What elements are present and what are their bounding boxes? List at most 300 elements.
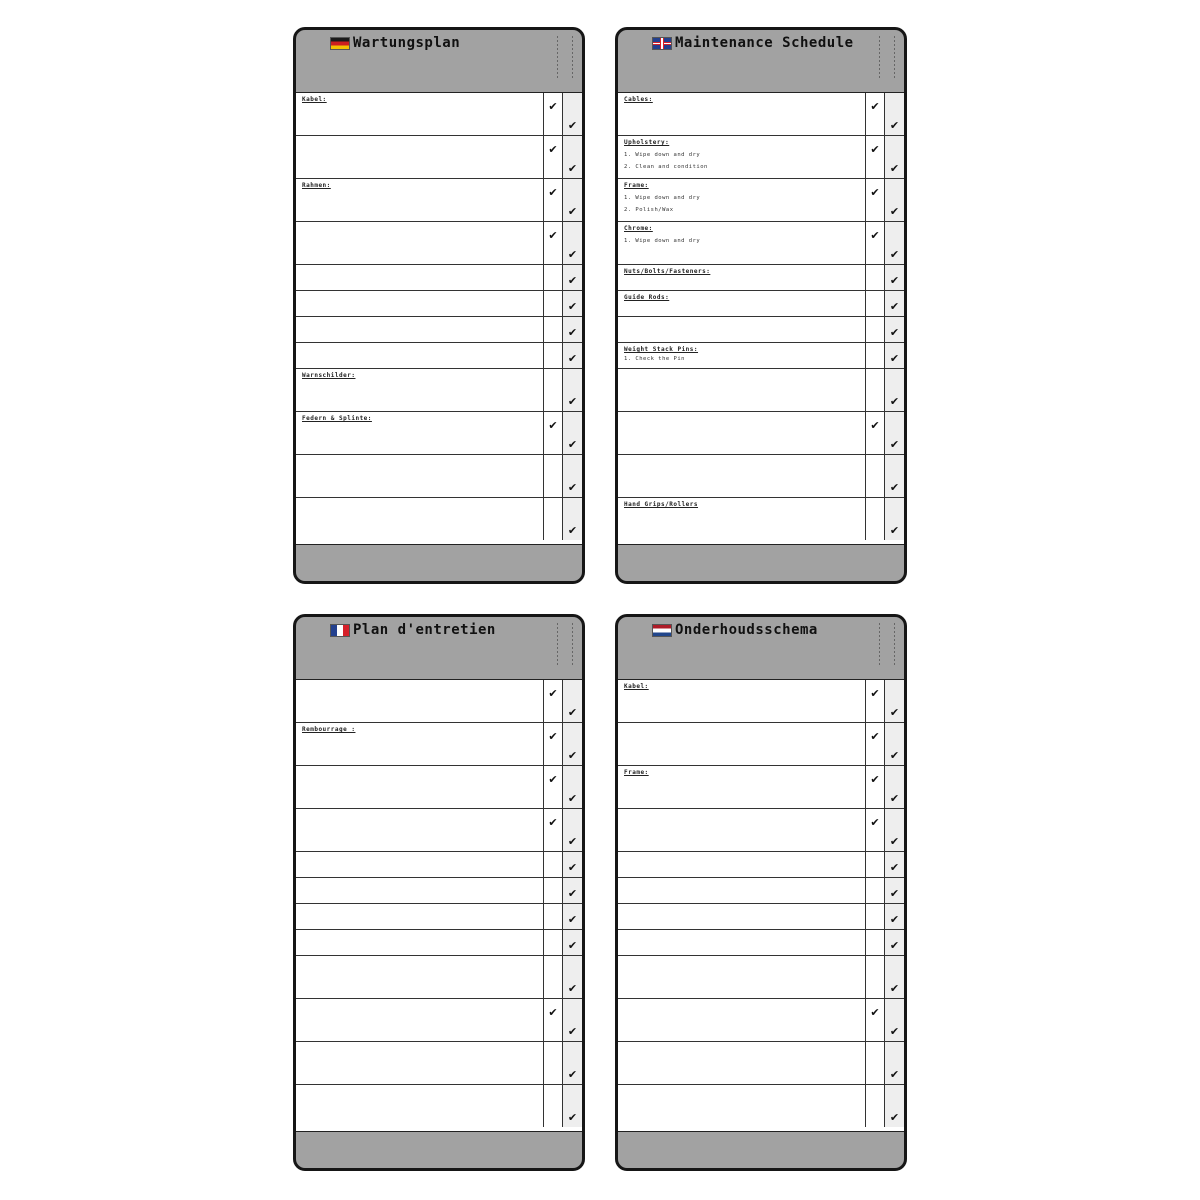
checklist-row (618, 498, 904, 540)
card-footer (618, 545, 904, 581)
check-cell-interval-2[interactable] (562, 766, 582, 808)
checklist-row (296, 878, 582, 904)
checklist-row (618, 455, 904, 498)
check-cell-interval-1[interactable] (543, 852, 562, 877)
check-cell-interval-1[interactable] (543, 498, 562, 540)
checkmark-icon: ✔ (889, 162, 900, 175)
checklist-row (296, 136, 582, 179)
row-heading: Chrome: (624, 225, 653, 232)
check-cell-interval-2[interactable] (562, 498, 582, 540)
row-text (296, 680, 543, 722)
check-cell-interval-1[interactable] (543, 1085, 562, 1127)
row-text (296, 93, 543, 135)
check-cell-interval-2[interactable] (884, 904, 904, 929)
check-cell-interval-1[interactable] (865, 179, 884, 221)
check-cell-interval-1[interactable] (865, 852, 884, 877)
check-cell-interval-2[interactable] (562, 904, 582, 929)
check-cell-interval-2[interactable] (884, 723, 904, 765)
checklist-row (618, 1042, 904, 1085)
checkmark-icon: ✔ (870, 143, 880, 156)
check-cell-interval-1[interactable] (865, 999, 884, 1041)
check-cell-interval-1[interactable] (543, 809, 562, 851)
checkmark-icon: ✔ (567, 792, 578, 805)
interval-column-header-2 (570, 623, 575, 665)
checklist-row (296, 956, 582, 999)
france-flag-icon (330, 624, 350, 637)
check-cell-interval-2[interactable] (562, 930, 582, 955)
checklist-row (296, 1085, 582, 1127)
checklist-row (618, 809, 904, 852)
check-cell-interval-1[interactable] (865, 136, 884, 178)
check-cell-interval-2[interactable] (884, 343, 904, 368)
check-cell-interval-1[interactable] (543, 412, 562, 454)
checkmark-icon: ✔ (548, 100, 558, 113)
check-cell-interval-1[interactable] (543, 343, 562, 368)
checkmark-icon: ✔ (567, 481, 578, 494)
checkmark-icon: ✔ (889, 913, 900, 926)
checkmark-icon: ✔ (889, 395, 900, 408)
row-text (296, 1085, 543, 1127)
checkmark-icon: ✔ (567, 524, 578, 537)
row-text (296, 222, 543, 264)
checkmark-icon: ✔ (567, 1111, 578, 1124)
row-text (618, 809, 865, 851)
check-cell-interval-2[interactable] (562, 680, 582, 722)
checkmark-icon: ✔ (567, 438, 578, 451)
row-text (296, 317, 543, 342)
checkmark-icon: ✔ (889, 300, 900, 313)
check-cell-interval-1[interactable] (543, 904, 562, 929)
row-text (618, 498, 865, 540)
check-cell-interval-2[interactable] (884, 956, 904, 998)
check-cell-interval-1[interactable] (543, 179, 562, 221)
checkmark-icon: ✔ (889, 792, 900, 805)
row-text (296, 999, 543, 1041)
checklist-row (296, 904, 582, 930)
checklist-row (618, 956, 904, 999)
checkmark-icon: ✔ (567, 1025, 578, 1038)
title-row (330, 620, 560, 640)
check-cell-interval-1[interactable] (543, 317, 562, 342)
checkmark-icon: ✔ (567, 205, 578, 218)
checklist-row (618, 136, 904, 179)
checklist-row (296, 291, 582, 317)
checklist-table (618, 92, 904, 545)
row-text (296, 498, 543, 540)
check-cell-interval-1[interactable] (865, 498, 884, 540)
maintenance-card-nl (615, 614, 907, 1171)
checkmark-icon: ✔ (567, 248, 578, 261)
row-text (296, 956, 543, 998)
checkmark-icon: ✔ (889, 326, 900, 339)
check-cell-interval-1[interactable] (865, 1085, 884, 1127)
checklist-row (618, 904, 904, 930)
checklist-row (618, 93, 904, 136)
maintenance-card-fr (293, 614, 585, 1171)
checklist-row (296, 1042, 582, 1085)
title-row (652, 620, 882, 640)
row-heading: Rembourrage : (302, 726, 356, 733)
checkmark-icon: ✔ (548, 687, 558, 700)
checkmark-icon: ✔ (889, 861, 900, 874)
checkmark-icon: ✔ (567, 352, 578, 365)
checkmark-icon: ✔ (889, 248, 900, 261)
card-header (296, 30, 582, 92)
card-header (296, 617, 582, 679)
check-cell-interval-1[interactable] (865, 369, 884, 411)
checkmark-icon: ✔ (889, 119, 900, 132)
checklist-row (296, 93, 582, 136)
check-cell-interval-2[interactable] (884, 1042, 904, 1084)
checkmark-icon: ✔ (889, 749, 900, 762)
check-cell-interval-1[interactable] (865, 878, 884, 903)
row-text (618, 904, 865, 929)
checklist-row (618, 1085, 904, 1127)
check-cell-interval-2[interactable] (562, 291, 582, 316)
germany-flag-icon (330, 37, 350, 50)
check-cell-interval-1[interactable] (865, 455, 884, 497)
checklist-row (296, 222, 582, 265)
checkmark-icon: ✔ (870, 100, 880, 113)
row-text (618, 93, 865, 135)
check-cell-interval-2[interactable] (884, 1085, 904, 1127)
check-cell-interval-2[interactable] (562, 222, 582, 264)
check-cell-interval-2[interactable] (562, 412, 582, 454)
checkmark-icon: ✔ (567, 395, 578, 408)
row-text (296, 930, 543, 955)
row-heading: Kabel: (302, 96, 327, 103)
checklist-row (618, 222, 904, 265)
row-text (618, 1085, 865, 1127)
row-heading: Rahmen: (302, 182, 331, 189)
check-cell-interval-1[interactable] (543, 766, 562, 808)
checklist-row (296, 343, 582, 369)
check-cell-interval-2[interactable] (884, 999, 904, 1041)
check-cell-interval-2[interactable] (562, 343, 582, 368)
row-instruction: 1. Wipe down and dry (624, 152, 701, 158)
checkmark-icon: ✔ (889, 1068, 900, 1081)
check-cell-interval-2[interactable] (884, 852, 904, 877)
interval-column-header-1 (877, 36, 882, 78)
row-text (618, 723, 865, 765)
checkmark-icon: ✔ (548, 143, 558, 156)
check-cell-interval-1[interactable] (543, 1042, 562, 1084)
checkmark-icon: ✔ (889, 982, 900, 995)
checklist-row (296, 723, 582, 766)
check-cell-interval-1[interactable] (865, 222, 884, 264)
card-title: Plan d'entretien (353, 622, 496, 638)
check-cell-interval-2[interactable] (562, 852, 582, 877)
checkmark-icon: ✔ (870, 229, 880, 242)
checklist-row (618, 999, 904, 1042)
check-cell-interval-2[interactable] (562, 317, 582, 342)
row-heading: Frame: (624, 182, 649, 189)
checklist-row (618, 852, 904, 878)
row-text (618, 680, 865, 722)
check-cell-interval-2[interactable] (562, 1085, 582, 1127)
checkmark-icon: ✔ (548, 229, 558, 242)
checkmark-icon: ✔ (889, 481, 900, 494)
row-text (618, 1042, 865, 1084)
checklist-row (618, 878, 904, 904)
checklist-row (618, 412, 904, 455)
checkmark-icon: ✔ (567, 982, 578, 995)
checklist-row (618, 317, 904, 343)
checkmark-icon: ✔ (548, 186, 558, 199)
check-cell-interval-2[interactable] (884, 136, 904, 178)
checklist-table (296, 679, 582, 1132)
checkmark-icon: ✔ (567, 119, 578, 132)
checklist-row (618, 723, 904, 766)
maintenance-card-de (293, 27, 585, 584)
row-heading: Hand Grips/Rollers (624, 501, 699, 508)
card-footer (618, 1132, 904, 1168)
check-cell-interval-1[interactable] (543, 680, 562, 722)
check-cell-interval-2[interactable] (884, 369, 904, 411)
check-cell-interval-2[interactable] (884, 291, 904, 316)
checkmark-icon: ✔ (889, 887, 900, 900)
checklist-table (296, 92, 582, 545)
check-cell-interval-1[interactable] (543, 878, 562, 903)
row-text (618, 999, 865, 1041)
title-row (330, 33, 560, 53)
row-instruction: 1. Check the Pin (624, 356, 685, 362)
row-text (618, 343, 865, 368)
row-text (296, 723, 543, 765)
checkmark-icon: ✔ (567, 861, 578, 874)
checkmark-icon: ✔ (870, 730, 880, 743)
title-row (652, 33, 882, 53)
checklist-row (618, 291, 904, 317)
checkmark-icon: ✔ (567, 835, 578, 848)
row-text (618, 956, 865, 998)
check-cell-interval-2[interactable] (562, 93, 582, 135)
check-cell-interval-1[interactable] (865, 809, 884, 851)
row-text (296, 179, 543, 221)
row-instruction: 2. Polish/Wax (624, 207, 674, 213)
check-cell-interval-2[interactable] (884, 930, 904, 955)
row-instruction: 1. Wipe down and dry (624, 238, 701, 244)
interval-column-header-2 (570, 36, 575, 78)
checkmark-icon: ✔ (889, 1111, 900, 1124)
checklist-row (618, 680, 904, 723)
row-instruction: 1. Wipe down and dry (624, 195, 701, 201)
checkmark-icon: ✔ (870, 419, 880, 432)
row-heading: Weight Stack Pins: (624, 346, 699, 353)
checklist-row (618, 179, 904, 222)
check-cell-interval-2[interactable] (884, 878, 904, 903)
check-cell-interval-1[interactable] (865, 680, 884, 722)
row-instruction: 2. Clean and condition (624, 164, 708, 170)
check-cell-interval-2[interactable] (884, 179, 904, 221)
uk-flag-icon (652, 37, 672, 50)
checklist-row (296, 809, 582, 852)
checkmark-icon: ✔ (548, 1006, 558, 1019)
row-text (296, 1042, 543, 1084)
row-text (618, 369, 865, 411)
row-text (618, 852, 865, 877)
check-cell-interval-2[interactable] (562, 999, 582, 1041)
check-cell-interval-1[interactable] (865, 956, 884, 998)
checklist-row (296, 179, 582, 222)
card-header (618, 30, 904, 92)
check-cell-interval-1[interactable] (865, 343, 884, 368)
checkmark-icon: ✔ (889, 352, 900, 365)
checklist-row (618, 265, 904, 291)
row-heading: Warnschilder: (302, 372, 356, 379)
check-cell-interval-2[interactable] (562, 956, 582, 998)
checkmark-icon: ✔ (889, 274, 900, 287)
check-cell-interval-1[interactable] (543, 930, 562, 955)
check-cell-interval-1[interactable] (865, 291, 884, 316)
check-cell-interval-1[interactable] (865, 412, 884, 454)
checkmark-icon: ✔ (567, 1068, 578, 1081)
check-cell-interval-1[interactable] (543, 265, 562, 290)
check-cell-interval-1[interactable] (865, 723, 884, 765)
check-cell-interval-1[interactable] (543, 291, 562, 316)
row-heading: Upholstery: (624, 139, 670, 146)
check-cell-interval-2[interactable] (562, 136, 582, 178)
check-cell-interval-2[interactable] (562, 179, 582, 221)
check-cell-interval-2[interactable] (562, 265, 582, 290)
checklist-row (296, 455, 582, 498)
row-text (618, 766, 865, 808)
check-cell-interval-2[interactable] (884, 222, 904, 264)
check-cell-interval-2[interactable] (884, 809, 904, 851)
row-heading: Nuts/Bolts/Fasteners: (624, 268, 711, 275)
card-header (618, 617, 904, 679)
check-cell-interval-2[interactable] (562, 369, 582, 411)
check-cell-interval-1[interactable] (543, 455, 562, 497)
checkmark-icon: ✔ (870, 687, 880, 700)
checklist-row (296, 930, 582, 956)
check-cell-interval-2[interactable] (884, 680, 904, 722)
row-text (618, 136, 865, 178)
check-cell-interval-1[interactable] (865, 317, 884, 342)
checklist-row (296, 369, 582, 412)
row-text (618, 412, 865, 454)
checklist-row (618, 343, 904, 369)
row-text (618, 291, 865, 316)
checkmark-icon: ✔ (548, 773, 558, 786)
checklist-table (618, 679, 904, 1132)
check-cell-interval-2[interactable] (884, 265, 904, 290)
row-heading: Guide Rods: (624, 294, 670, 301)
row-heading: Kabel: (624, 683, 649, 690)
check-cell-interval-2[interactable] (562, 455, 582, 497)
row-text (296, 412, 543, 454)
checklist-row (296, 265, 582, 291)
card-title: Wartungsplan (353, 35, 461, 51)
card-title: Maintenance Schedule (675, 35, 854, 51)
check-cell-interval-1[interactable] (543, 369, 562, 411)
row-heading: Federn & Splinte: (302, 415, 372, 422)
check-cell-interval-1[interactable] (865, 766, 884, 808)
check-cell-interval-2[interactable] (884, 766, 904, 808)
checklist-row (296, 999, 582, 1042)
checkmark-icon: ✔ (870, 773, 880, 786)
check-cell-interval-1[interactable] (865, 904, 884, 929)
check-cell-interval-2[interactable] (884, 498, 904, 540)
row-text (296, 343, 543, 368)
checkmark-icon: ✔ (548, 816, 558, 829)
checkmark-icon: ✔ (567, 887, 578, 900)
check-cell-interval-1[interactable] (543, 222, 562, 264)
row-text (296, 136, 543, 178)
check-cell-interval-2[interactable] (884, 317, 904, 342)
row-text (618, 930, 865, 955)
checkmark-icon: ✔ (567, 300, 578, 313)
row-text (296, 904, 543, 929)
checkmark-icon: ✔ (567, 749, 578, 762)
row-text (296, 852, 543, 877)
row-heading: Frame: (624, 769, 649, 776)
checklist-row (296, 498, 582, 540)
check-cell-interval-1[interactable] (865, 930, 884, 955)
row-text (296, 878, 543, 903)
checkmark-icon: ✔ (889, 205, 900, 218)
row-text (296, 809, 543, 851)
check-cell-interval-1[interactable] (865, 93, 884, 135)
check-cell-interval-1[interactable] (865, 1042, 884, 1084)
check-cell-interval-1[interactable] (543, 723, 562, 765)
check-cell-interval-2[interactable] (562, 1042, 582, 1084)
check-cell-interval-1[interactable] (543, 93, 562, 135)
checkmark-icon: ✔ (567, 274, 578, 287)
check-cell-interval-2[interactable] (884, 412, 904, 454)
checkmark-icon: ✔ (870, 1006, 880, 1019)
checkmark-icon: ✔ (548, 419, 558, 432)
check-cell-interval-2[interactable] (884, 455, 904, 497)
interval-column-header-1 (555, 623, 560, 665)
row-text (618, 317, 865, 342)
checkmark-icon: ✔ (889, 438, 900, 451)
checkmark-icon: ✔ (567, 913, 578, 926)
maintenance-card-en (615, 27, 907, 584)
check-cell-interval-1[interactable] (543, 956, 562, 998)
check-cell-interval-2[interactable] (562, 878, 582, 903)
interval-column-header-2 (892, 623, 897, 665)
check-cell-interval-1[interactable] (543, 999, 562, 1041)
checklist-row (296, 680, 582, 723)
row-text (618, 265, 865, 290)
checklist-row (618, 369, 904, 412)
card-footer (296, 545, 582, 581)
checkmark-icon: ✔ (567, 939, 578, 952)
checkmark-icon: ✔ (889, 524, 900, 537)
checkmark-icon: ✔ (567, 326, 578, 339)
row-text (296, 369, 543, 411)
checkmark-icon: ✔ (870, 816, 880, 829)
interval-column-header-2 (892, 36, 897, 78)
row-text (296, 455, 543, 497)
interval-column-header-1 (555, 36, 560, 78)
row-text (296, 265, 543, 290)
row-text (296, 291, 543, 316)
check-cell-interval-1[interactable] (865, 265, 884, 290)
check-cell-interval-2[interactable] (884, 93, 904, 135)
checkmark-icon: ✔ (567, 162, 578, 175)
row-text (618, 455, 865, 497)
checkmark-icon: ✔ (889, 939, 900, 952)
row-text (618, 179, 865, 221)
check-cell-interval-2[interactable] (562, 723, 582, 765)
checklist-row (296, 852, 582, 878)
checkmark-icon: ✔ (889, 835, 900, 848)
checklist-row (618, 766, 904, 809)
check-cell-interval-2[interactable] (562, 809, 582, 851)
check-cell-interval-1[interactable] (543, 136, 562, 178)
